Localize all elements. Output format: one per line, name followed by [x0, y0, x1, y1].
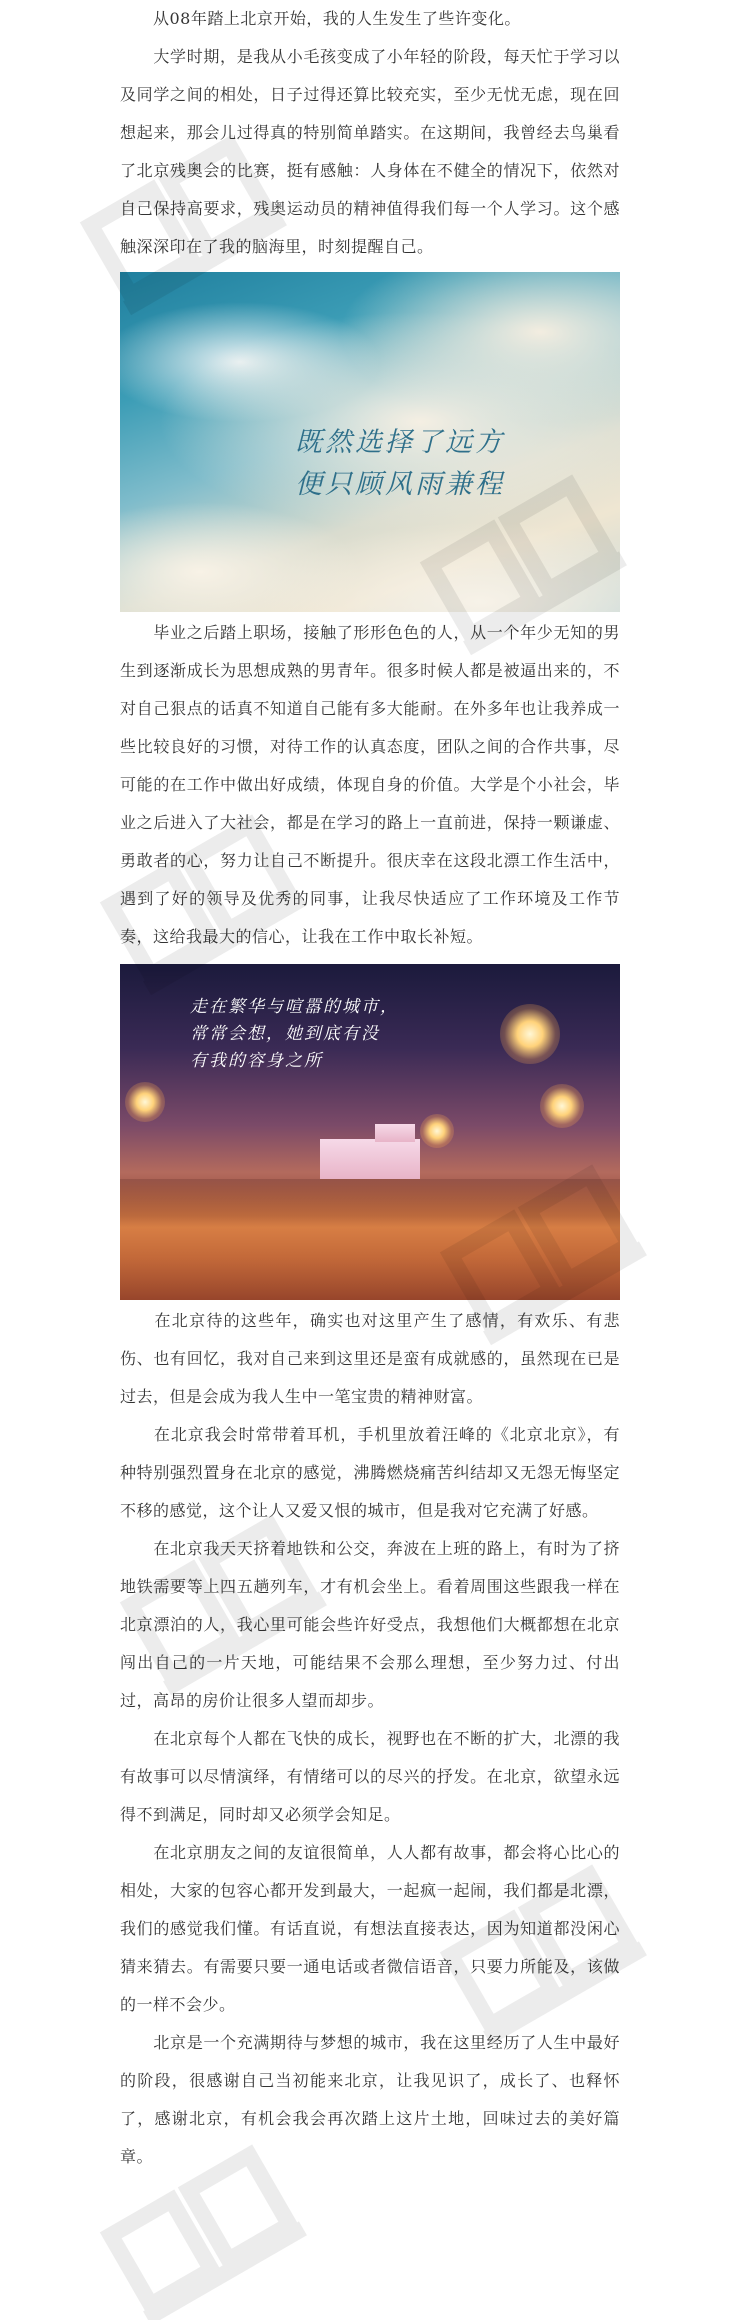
photo-caption: 既然选择了远方: [295, 427, 505, 458]
paragraph: 在北京每个人都在飞快的成长，视野也在不断的扩大，北漂的我有故事可以尽情演绎，有情绪可以的尽兴的抒发。在北京，欲望永远得不到满足，同时却又必须学会知足。: [120, 1729, 620, 1824]
night-city-photo: [120, 964, 620, 1300]
paragraph: 大学时期，是我从小毛孩变成了小年轻的阶段，每天忙于学习以及同学之间的相处，日子过得还算比较充实，至少无忧无虑，现在回想起来，那会儿过得真的特别简单踏实。在这期间，我曾经去鸟巢看了北京残奥会的比赛，挺有感触：人身体在不健全的情况下，依然对自己保持高要求，残奥运动员的精神值得我们每一个人学习。这个感触深深印在了我的脑海里，时刻提醒自己。: [120, 47, 620, 256]
street-lamp: [125, 1082, 165, 1122]
photo-caption: 有我的容身之所: [190, 1051, 323, 1071]
article: [120, 0, 620, 2176]
photo-caption: 常常会想，她到底有没: [190, 1024, 380, 1044]
photo-caption: 便只顾风雨兼程: [295, 469, 505, 500]
street-lamp: [540, 1084, 584, 1128]
paragraph: 从08年踏上北京开始，我的人生发生了些许变化。: [120, 9, 521, 28]
street-lamp: [420, 1114, 454, 1148]
paragraph: 在北京我会时常带着耳机，手机里放着汪峰的《北京北京》，有种特别强烈置身在北京的感觉，沸腾燃烧痛苦纠结却又无怨无悔坚定不移的感觉，这个让人又爱又恨的城市，但是我对它充满了好感。: [120, 1425, 620, 1520]
paragraph: 在北京朋友之间的友谊很简单，人人都有故事，都会将心比心的相处，大家的包容心都开发到最大，一起疯一起闹，我们都是北漂，我们的感觉我们懂。有话直说，有想法直接表达，因为知道都没闲心猜来猜去。有需要只要一通电话或者微信语音，只要力所能及，该做的一样不会少。: [120, 1843, 620, 2014]
traffic-lights: [120, 1179, 620, 1300]
building-lights: [320, 1139, 420, 1179]
clouds-photo: [120, 272, 620, 612]
paragraph: 在北京我天天挤着地铁和公交，奔波在上班的路上，有时为了挤地铁需要等上四五趟列车，才有机会坐上。看着周围这些跟我一样在北京漂泊的人，我心里可能会些许好受点，我想他们大概都想在北京闯出自己的一片天地，可能结果不会那么理想，至少努力过、付出过，高昂的房价让很多人望而却步。: [120, 1539, 620, 1710]
photo-caption: 走在繁华与喧嚣的城市，: [190, 997, 399, 1017]
paragraph: 毕业之后踏上职场，接触了形形色色的人，从一个年少无知的男生到逐渐成长为思想成熟的男青年。很多时候人都是被逼出来的，不对自己狠点的话真不知道自己能有多大能耐。在外多年也让我养成一些比较良好的习惯，对待工作的认真态度，团队之间的合作共事，尽可能的在工作中做出好成绩，体现自身的价值。大学是个小社会，毕业之后进入了大社会，都是在学习的路上一直前进，保持一颗谦虚、勇敢者的心，努力让自己不断提升。很庆幸在这段北漂工作生活中，遇到了好的领导及优秀的同事，让我尽快适应了工作环境及工作节奏，这给我最大的信心，让我在工作中取长补短。: [120, 623, 620, 946]
paragraph: 在北京待的这些年，确实也对这里产生了感情，有欢乐、有悲伤、也有回忆，我对自己来到这里还是蛮有成就感的，虽然现在已是过去，但是会成为我人生中一笔宝贵的精神财富。: [120, 1311, 620, 1406]
paragraph: 北京是一个充满期待与梦想的城市，我在这里经历了人生中最好的阶段，很感谢自己当初能来北京，让我见识了，成长了、也释怀了，感谢北京，有机会我会再次踏上这片土地，回味过去的美好篇章。: [120, 2033, 620, 2166]
building-lights: [375, 1124, 415, 1142]
